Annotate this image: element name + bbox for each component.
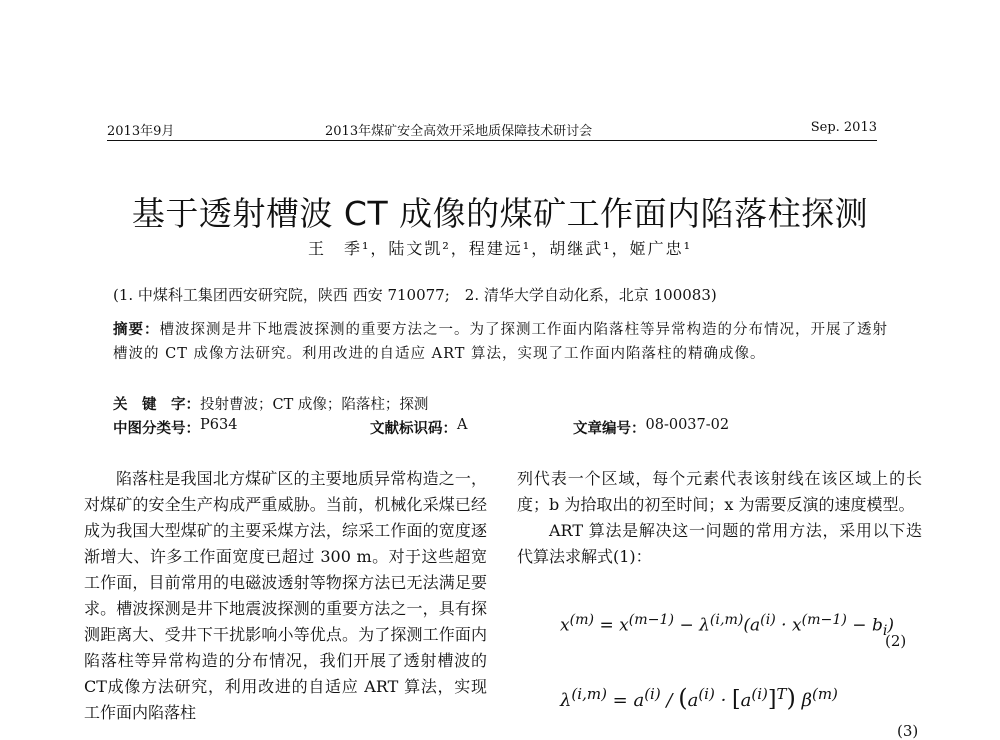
paper-affiliation: (1. 中煤科工集团西安研究院，陕西 西安 710077; 2. 清华大学自动化系，北京 100083) [113,286,717,304]
clc-number: 中图分类号： P634 [113,417,238,437]
article-number: 文章编号： 08-0037-02 [573,417,730,437]
header-date-left: 2013年9月 [107,124,175,139]
equation-3: $\lambda^{(i,m)} = a^{(i)} / (a^{(i)} \cdot [a^{(i)}]^T)$ $\beta^{(m)}$ [560,684,838,712]
abstract-text: 槽波探测是井下地震波探测的重要方法之一。为了探测工作面内陷落柱等异常构造的分布情况，开展了透射槽波的 CT 成像方法研究。利用改进的自适应 ART 算法，实现了工作面内陷落柱的精确成像。 [113,322,888,362]
equation-3-number: (3) [897,722,919,740]
keywords [113,393,428,414]
abstract [113,318,888,366]
header-date-right: Sep. 2013 [810,120,877,135]
running-header [107,120,877,141]
body-paragraph: ART 算法是解决这一问题的常用方法，采用以下迭代算法求解式(1)： [517,521,922,566]
document-code: 文献标识码： A [370,417,468,437]
right-column [517,466,922,570]
left-column [84,466,487,726]
body-paragraph: 陷落柱是我国北方煤矿区的主要地质异常构造之一，对煤矿的安全生产构成严重威胁。当前，机械化采煤已经成为我国大型煤矿的主要采煤方法，综采工作面的宽度逐渐增大、许多工作面宽度已超过 300 m。对于这些超宽工作面，目前常用的电磁波透射等物探方法已无法满足要求。槽波探测是井下地震波探测的重要方法之一，具有探测距离大、受井下干扰影响小等优点。为了探测工作面内陷落柱等异常构造的分布情况，我们开展了透射槽波的CT成像方法研究，利用改进的自适应 ART 算法，实现工作面内陷落柱 [84,469,487,722]
keywords-text: 投射曹波；CT 成像；陷落柱；探测 [200,397,429,413]
body-paragraph: 列代表一个区域，每个元素代表该射线在该区域上的长度；b 为拾取出的初至时间；x 为需要反演的速度模型。 [517,469,922,514]
equation-2: $x^{(m)} = x^{(m-1)} - \lambda^{(i,m)}(a^{(i)} \cdot x^{(m-1)} - b_i)$ [560,612,895,640]
abstract-label: 摘要： [113,322,160,338]
paper-authors: 王 季¹，陆文凯²，程建远¹，胡继武¹，姬广忠¹ [307,239,693,258]
header-conference: 2013年煤矿安全高效开采地质保障技术研讨会 [325,124,593,139]
paper-title: 基于透射槽波 CT 成像的煤矿工作面内陷落柱探测 [131,194,869,233]
classification-line [113,417,893,437]
keywords-label: 关 键 字： [113,397,200,413]
equation-2-number: (2) [885,632,907,650]
